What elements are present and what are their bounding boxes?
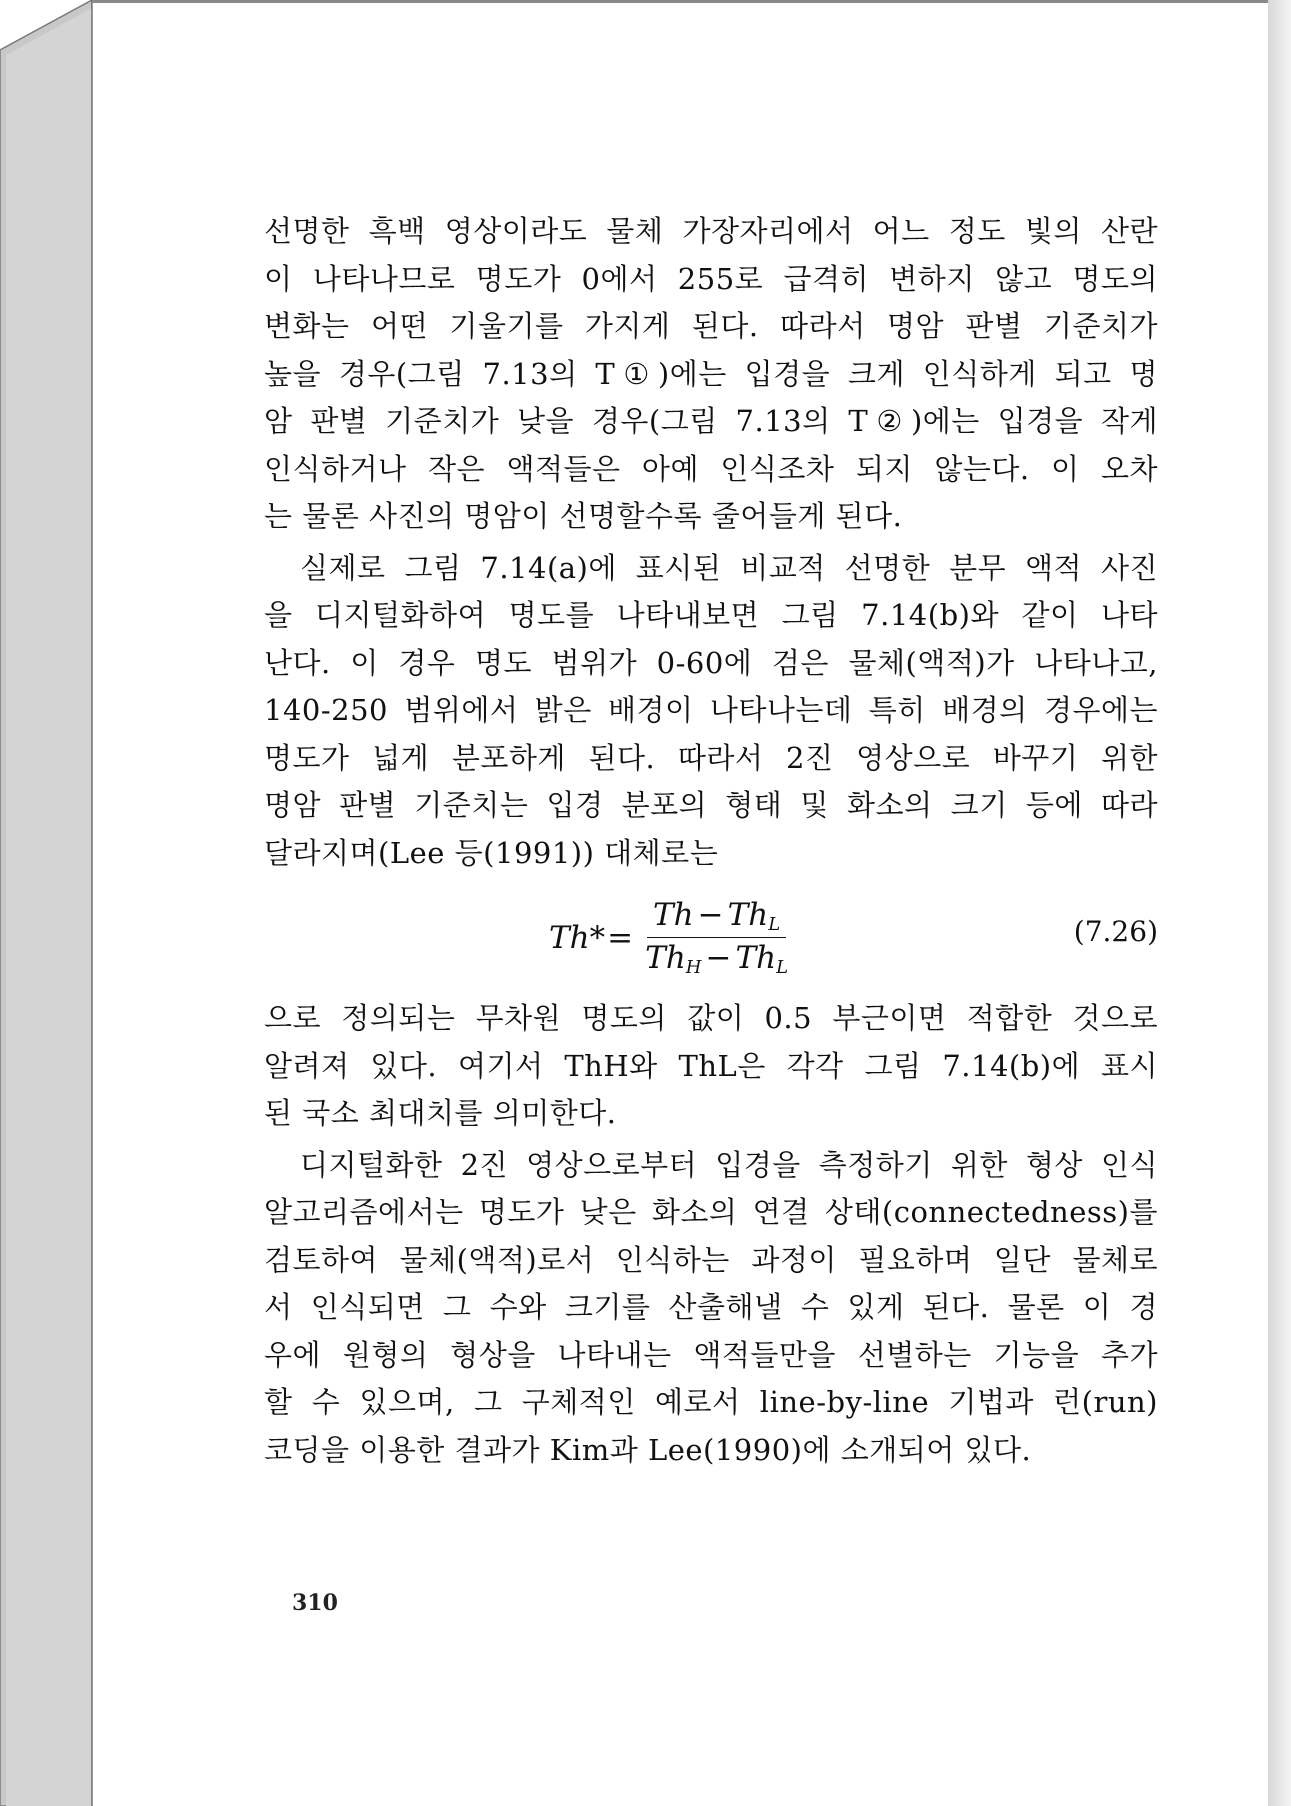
page-top-edge	[92, 0, 1277, 3]
text-line: 디지털화한 2진 영상으로부터 입경을 측정하기 위한 형상 인식	[300, 1147, 1158, 1182]
paragraph-2	[264, 545, 1158, 878]
body-text	[264, 208, 1158, 1474]
page-number: 310	[292, 1590, 338, 1616]
text-line: 실제로 그림 7.14(a)에 표시된 비교적 선명한 분무 액적 사진	[300, 550, 1158, 585]
paragraph-3	[264, 995, 1158, 1138]
text-line: 명도가 넓게 분포하게 된다. 따라서 2진 영상으로 바꾸기 위한	[264, 740, 1158, 775]
text-line: 된 국소 최대치를 의미한다.	[264, 1096, 617, 1130]
paragraph-4	[264, 1142, 1158, 1475]
text-line: 알려져 있다. 여기서 ThH와 ThL은 각각 그림 7.14(b)에 표시	[264, 1048, 1158, 1083]
equation-lhs: Th*	[549, 919, 606, 956]
text-line: 할 수 있으며, 그 구체적인 예로서 line-by-line 기법과 런(run)	[264, 1385, 1158, 1419]
equation-number: (7.26)	[1073, 915, 1158, 948]
text-line: 140-250 범위에서 밝은 배경이 나타나는데 특히 배경의 경우에는	[264, 693, 1158, 727]
text-line: 코딩을 이용한 결과가 Kim과 Lee(1990)에 소개되어 있다.	[264, 1432, 1032, 1467]
text-line: 달라지며(Lee 등(1991)) 대체로는	[264, 835, 719, 870]
text-line: 명암 판별 기준치는 입경 분포의 형태 및 화소의 크기 등에 따라	[264, 788, 1158, 822]
text-line: 난다. 이 경우 명도 범위가 0-60에 검은 물체(액적)가 나타나고,	[264, 645, 1158, 680]
text-line: 서 인식되면 그 수와 크기를 산출해낼 수 있게 된다. 물론 이 경	[264, 1290, 1158, 1324]
paragraph-1	[264, 208, 1158, 541]
text-line: 변화는 어떤 기울기를 가지게 된다. 따라서 명암 판별 기준치가	[264, 309, 1158, 343]
text-line: 이 나타나므로 명도가 0에서 255로 급격히 변하지 않고 명도의	[264, 261, 1158, 296]
equation-fraction	[639, 897, 794, 978]
text-line: 높을 경우(그림 7.13의 T①)에는 입경을 크게 인식하게 되고 명	[264, 356, 1158, 391]
equation-7-26	[264, 877, 1158, 995]
equation-numerator: $Th - Th_L$	[647, 897, 786, 938]
equation-body	[549, 897, 794, 978]
equation-denominator: $Th_H - Th_L$	[645, 940, 789, 978]
text-line: 선명한 흑백 영상이라도 물체 가장자리에서 어느 정도 빛의 산란	[264, 214, 1158, 248]
equation-equals: =	[607, 919, 634, 956]
text-line: 으로 정의되는 무차원 명도의 값이 0.5 부근이면 적합한 것으로	[264, 1001, 1158, 1035]
text-line: 인식하거나 작은 액적들은 아예 인식조차 되지 않는다. 이 오차	[264, 451, 1158, 486]
text-line: 암 판별 기준치가 낮을 경우(그림 7.13의 T②)에는 입경을 작게	[264, 404, 1158, 438]
text-line: 는 물론 사진의 명암이 선명할수록 줄어들게 된다.	[264, 499, 903, 533]
text-line: 을 디지털화하여 명도를 나타내보면 그림 7.14(b)와 같이 나타	[264, 598, 1158, 632]
text-line: 알고리즘에서는 명도가 낮은 화소의 연결 상태(connectedness)를	[264, 1195, 1158, 1229]
text-line: 검토하여 물체(액적)로서 인식하는 과정이 필요하며 일단 물체로	[264, 1242, 1158, 1277]
text-line: 우에 원형의 형상을 나타내는 액적들만을 선별하는 기능을 추가	[264, 1337, 1158, 1372]
page-right-shadow	[1268, 0, 1291, 1806]
